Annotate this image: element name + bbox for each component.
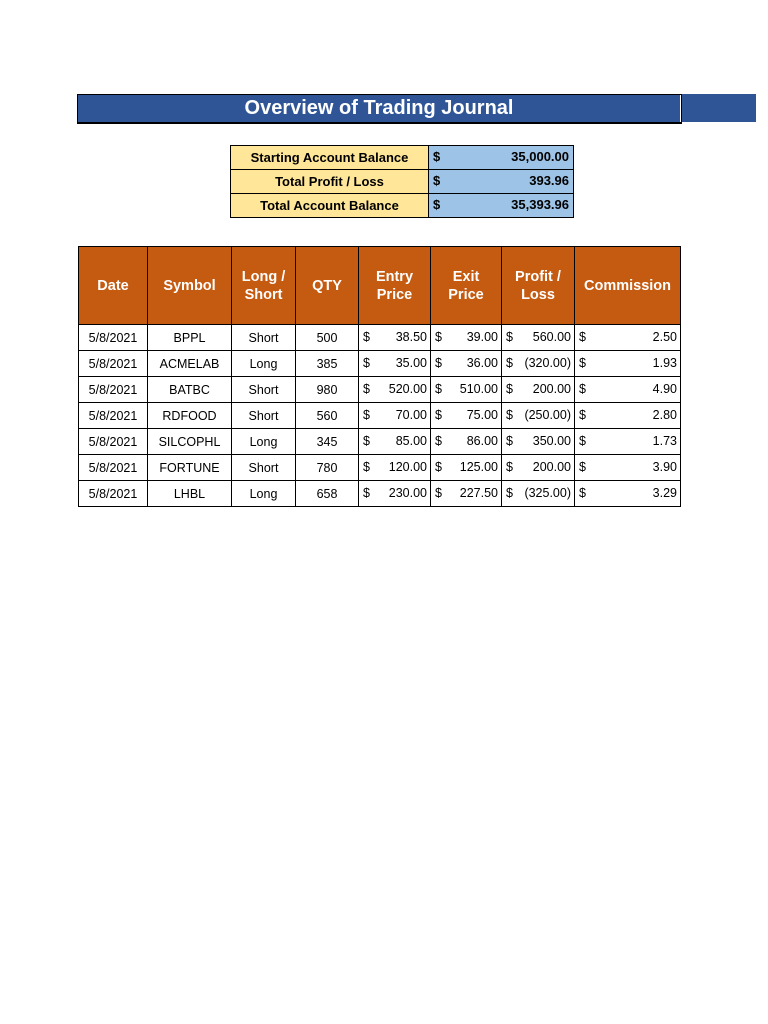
entry-price-cell-value: 230.00 [388,486,427,500]
header-symbol[interactable]: Symbol [148,247,232,325]
entry-price-cell-value: 38.50 [395,330,427,344]
side-cell[interactable]: Long [232,481,296,507]
currency-symbol: $ [506,486,513,500]
summary-value-cell[interactable] [429,194,574,218]
commission-cell[interactable] [575,403,681,429]
commission-cell[interactable] [575,429,681,455]
profit-loss-cell-value: 200.00 [532,382,571,396]
summary-label[interactable]: Total Profit / Loss [231,170,429,194]
date-cell[interactable]: 5/8/2021 [79,403,148,429]
side-cell[interactable]: Short [232,455,296,481]
symbol-cell[interactable]: FORTUNE [148,455,232,481]
table-row [79,481,681,507]
exit-price-cell-value: 36.00 [466,356,498,370]
summary-row [231,146,574,170]
currency-symbol: $ [433,197,441,212]
currency-symbol: $ [433,173,441,188]
commission-cell-value: 3.29 [652,486,677,500]
qty-cell[interactable]: 780 [296,455,359,481]
table-row [79,403,681,429]
header-long-short[interactable] [232,247,296,325]
profit-loss-cell-value: (320.00) [524,356,571,370]
commission-cell[interactable] [575,481,681,507]
commission-cell-value: 2.80 [652,408,677,422]
table-row [79,325,681,351]
entry-price-cell[interactable] [359,403,431,429]
qty-cell[interactable]: 560 [296,403,359,429]
profit-loss-cell[interactable] [502,481,575,507]
table-row [79,429,681,455]
commission-cell[interactable] [575,325,681,351]
currency-symbol: $ [506,356,513,370]
currency-symbol: $ [506,408,513,422]
exit-price-cell-value: 39.00 [466,330,498,344]
exit-price-cell[interactable] [431,351,502,377]
commission-cell[interactable] [575,455,681,481]
header-entry-price-label: Entry Price [375,268,414,303]
exit-price-cell[interactable] [431,377,502,403]
currency-symbol: $ [435,356,442,370]
symbol-cell[interactable]: SILCOPHL [148,429,232,455]
exit-price-cell-value: 227.50 [459,486,498,500]
currency-symbol: $ [506,330,513,344]
header-exit-price[interactable]: Exit Price [431,247,502,325]
exit-price-cell[interactable] [431,481,502,507]
currency-symbol: $ [363,356,370,370]
profit-loss-cell-value: (325.00) [524,486,571,500]
qty-cell[interactable]: 345 [296,429,359,455]
trading-journal-table [78,246,681,507]
entry-price-cell-value: 70.00 [395,408,427,422]
date-cell[interactable]: 5/8/2021 [79,455,148,481]
entry-price-cell[interactable] [359,351,431,377]
entry-price-cell[interactable] [359,429,431,455]
page-title: Overview of Trading Journal [244,97,514,119]
symbol-cell[interactable]: BATBC [148,377,232,403]
table-row [79,377,681,403]
summary-value: 35,393.96 [511,197,569,212]
currency-symbol: $ [435,408,442,422]
currency-symbol: $ [579,486,586,500]
side-cell[interactable]: Short [232,403,296,429]
currency-symbol: $ [363,486,370,500]
exit-price-cell-value: 510.00 [459,382,498,396]
date-cell[interactable]: 5/8/2021 [79,325,148,351]
currency-symbol: $ [506,434,513,448]
commission-cell-value: 1.93 [652,356,677,370]
currency-symbol: $ [363,434,370,448]
table-row [79,351,681,377]
entry-price-cell-value: 120.00 [388,460,427,474]
header-commission[interactable]: Commission [575,247,681,325]
exit-price-cell[interactable] [431,325,502,351]
entry-price-cell-value: 35.00 [395,356,427,370]
summary-label[interactable]: Starting Account Balance [231,146,429,170]
profit-loss-cell-value: 350.00 [532,434,571,448]
currency-symbol: $ [579,382,586,396]
profit-loss-cell[interactable] [502,403,575,429]
currency-symbol: $ [579,408,586,422]
qty-cell[interactable]: 385 [296,351,359,377]
commission-cell-value: 2.50 [652,330,677,344]
currency-symbol: $ [435,330,442,344]
currency-symbol: $ [433,149,441,164]
side-cell[interactable]: Long [232,429,296,455]
entry-price-cell-value: 520.00 [388,382,427,396]
qty-cell[interactable]: 500 [296,325,359,351]
date-cell[interactable]: 5/8/2021 [79,377,148,403]
commission-cell-value: 4.90 [652,382,677,396]
currency-symbol: $ [506,460,513,474]
header-long-short-label: Long / Short [241,268,286,303]
symbol-cell[interactable]: BPPL [148,325,232,351]
side-cell[interactable]: Long [232,351,296,377]
profit-loss-cell[interactable] [502,429,575,455]
currency-symbol: $ [579,356,586,370]
table-row [79,455,681,481]
profit-loss-cell-value: 560.00 [532,330,571,344]
side-cell[interactable]: Short [232,325,296,351]
commission-cell[interactable] [575,377,681,403]
commission-cell[interactable] [575,351,681,377]
currency-symbol: $ [435,434,442,448]
profit-loss-cell[interactable] [502,351,575,377]
header-date[interactable]: Date [79,247,148,325]
profit-loss-cell-value: 200.00 [532,460,571,474]
summary-value-cell[interactable] [429,146,574,170]
summary-table [230,145,574,218]
summary-row [231,194,574,218]
currency-symbol: $ [363,330,370,344]
commission-cell-value: 1.73 [652,434,677,448]
summary-value: 35,000.00 [511,149,569,164]
currency-symbol: $ [579,330,586,344]
currency-symbol: $ [363,382,370,396]
date-cell[interactable]: 5/8/2021 [79,429,148,455]
currency-symbol: $ [363,408,370,422]
header-row [79,247,681,325]
commission-cell-value: 3.90 [652,460,677,474]
header-profit-loss[interactable] [502,247,575,325]
date-cell[interactable]: 5/8/2021 [79,481,148,507]
exit-price-cell-value: 86.00 [466,434,498,448]
exit-price-cell[interactable] [431,403,502,429]
profit-loss-cell[interactable] [502,325,575,351]
currency-symbol: $ [506,382,513,396]
header-entry-price[interactable] [359,247,431,325]
entry-price-cell[interactable] [359,455,431,481]
summary-value-cell[interactable] [429,170,574,194]
currency-symbol: $ [435,382,442,396]
currency-symbol: $ [435,460,442,474]
currency-symbol: $ [579,434,586,448]
summary-row [231,170,574,194]
header-profit-loss-label: Profit / Loss [515,268,561,303]
profit-loss-cell[interactable] [502,377,575,403]
qty-cell[interactable]: 980 [296,377,359,403]
symbol-cell[interactable]: ACMELAB [148,351,232,377]
side-cell[interactable]: Short [232,377,296,403]
entry-price-cell[interactable] [359,377,431,403]
header-qty[interactable]: QTY [296,247,359,325]
qty-cell[interactable]: 658 [296,481,359,507]
journal-body [79,325,681,507]
symbol-cell[interactable]: RDFOOD [148,403,232,429]
entry-price-cell[interactable] [359,481,431,507]
exit-price-cell[interactable] [431,455,502,481]
profit-loss-cell[interactable] [502,455,575,481]
currency-symbol: $ [363,460,370,474]
exit-price-cell-value: 125.00 [459,460,498,474]
currency-symbol: $ [579,460,586,474]
profit-loss-cell-value: (250.00) [524,408,571,422]
symbol-cell[interactable]: LHBL [148,481,232,507]
currency-symbol: $ [435,486,442,500]
entry-price-cell-value: 85.00 [395,434,427,448]
exit-price-cell[interactable] [431,429,502,455]
entry-price-cell[interactable] [359,325,431,351]
date-cell[interactable]: 5/8/2021 [79,351,148,377]
exit-price-cell-value: 75.00 [466,408,498,422]
summary-value: 393.96 [529,173,569,188]
summary-label[interactable]: Total Account Balance [231,194,429,218]
